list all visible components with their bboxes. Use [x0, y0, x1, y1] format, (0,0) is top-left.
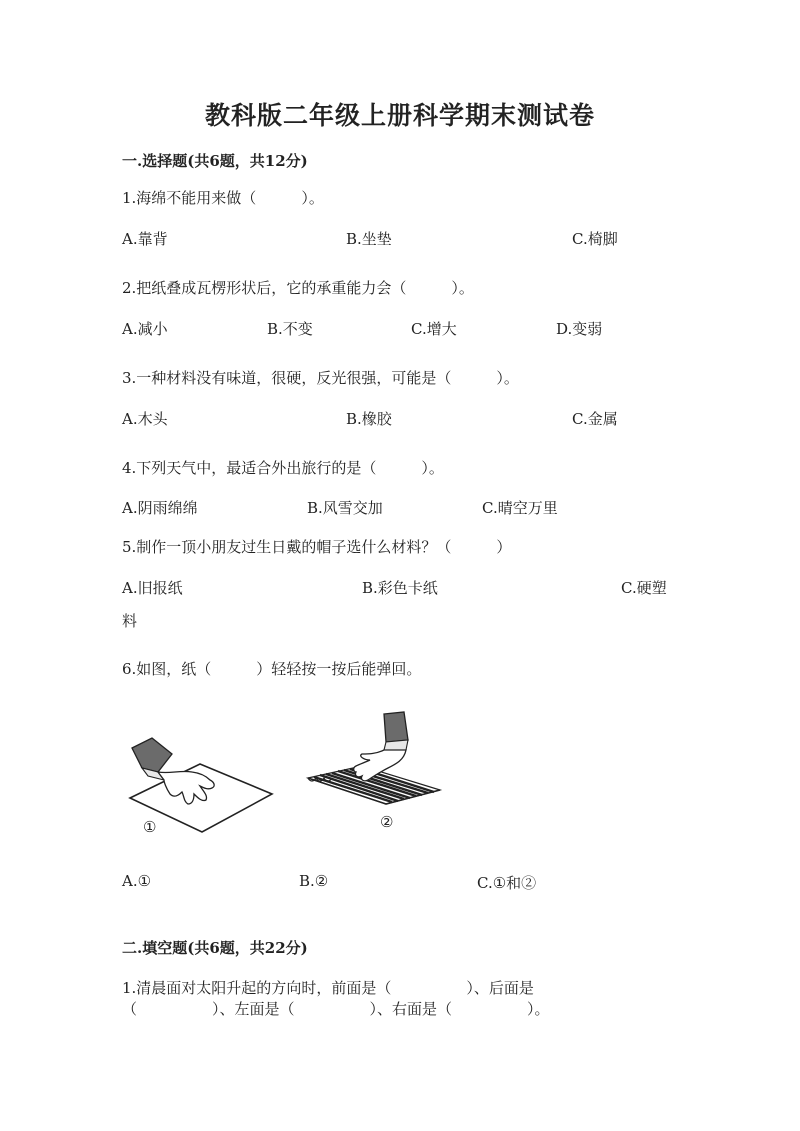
- page-title: 教科版二年级上册科学期末测试卷: [204, 101, 595, 130]
- fill-question-1-line-2: （ ）、左面是（ ）、右面是（ ）。: [122, 1000, 550, 1018]
- fill-question-1-line-1: 1.清晨面对太阳升起的方向时，前面是（ ）、后面是: [122, 979, 534, 997]
- question-5-option-a: A.旧报纸: [122, 579, 183, 597]
- question-3-stem: 3.一种材料没有味道，很硬，反光很强，可能是（ ）。: [122, 369, 519, 387]
- question-6-stem: 6.如图，纸（ ）轻轻按一按后能弹回。: [122, 660, 422, 678]
- sleeve-shape-2: [384, 712, 408, 742]
- question-5-option-c: C.硬塑: [621, 579, 667, 597]
- question-5-option-b: B.彩色卡纸: [362, 579, 438, 597]
- question-4-option-c: C.晴空万里: [482, 499, 558, 517]
- sleeve-shape: [132, 738, 172, 772]
- figure-label-1: ①: [143, 818, 157, 836]
- question-4-option-b: B.风雪交加: [307, 499, 383, 517]
- question-2-option-a: A.减小: [122, 320, 168, 338]
- figure-label-2: ②: [380, 813, 394, 831]
- question-6-option-a: A.①: [122, 872, 152, 890]
- question-3-option-a: A.木头: [122, 410, 168, 428]
- question-5-stem: 5.制作一顶小朋友过生日戴的帽子选什么材料？（ ）: [122, 538, 512, 556]
- corrugated-paper-figure: [300, 710, 448, 820]
- question-2-option-d: D.变弱: [556, 320, 603, 338]
- question-6-option-c: C.①和②: [477, 874, 537, 892]
- question-1-option-b: B.坐垫: [346, 230, 392, 248]
- section-heading-fill-blank: 二.填空题(共6题，共22分): [122, 939, 308, 957]
- question-3-option-b: B.橡胶: [346, 410, 392, 428]
- question-3-option-c: C.金属: [572, 410, 618, 428]
- question-1-option-a: A.靠背: [122, 230, 168, 248]
- question-1-option-c: C.椅脚: [572, 230, 618, 248]
- question-2-option-b: B.不变: [267, 320, 313, 338]
- question-2-option-c: C.增大: [411, 320, 457, 338]
- question-6-option-b: B.②: [299, 872, 329, 890]
- question-2-stem: 2.把纸叠成瓦楞形状后，它的承重能力会（ ）。: [122, 279, 474, 297]
- question-4-stem: 4.下列天气中，最适合外出旅行的是（ ）。: [122, 459, 444, 477]
- section-heading-choice: 一.选择题(共6题，共12分): [122, 152, 308, 170]
- question-4-option-a: A.阴雨绵绵: [122, 499, 198, 517]
- question-5-option-c-wrap: 料: [122, 612, 138, 630]
- question-1-stem: 1.海绵不能用来做（ ）。: [122, 189, 324, 207]
